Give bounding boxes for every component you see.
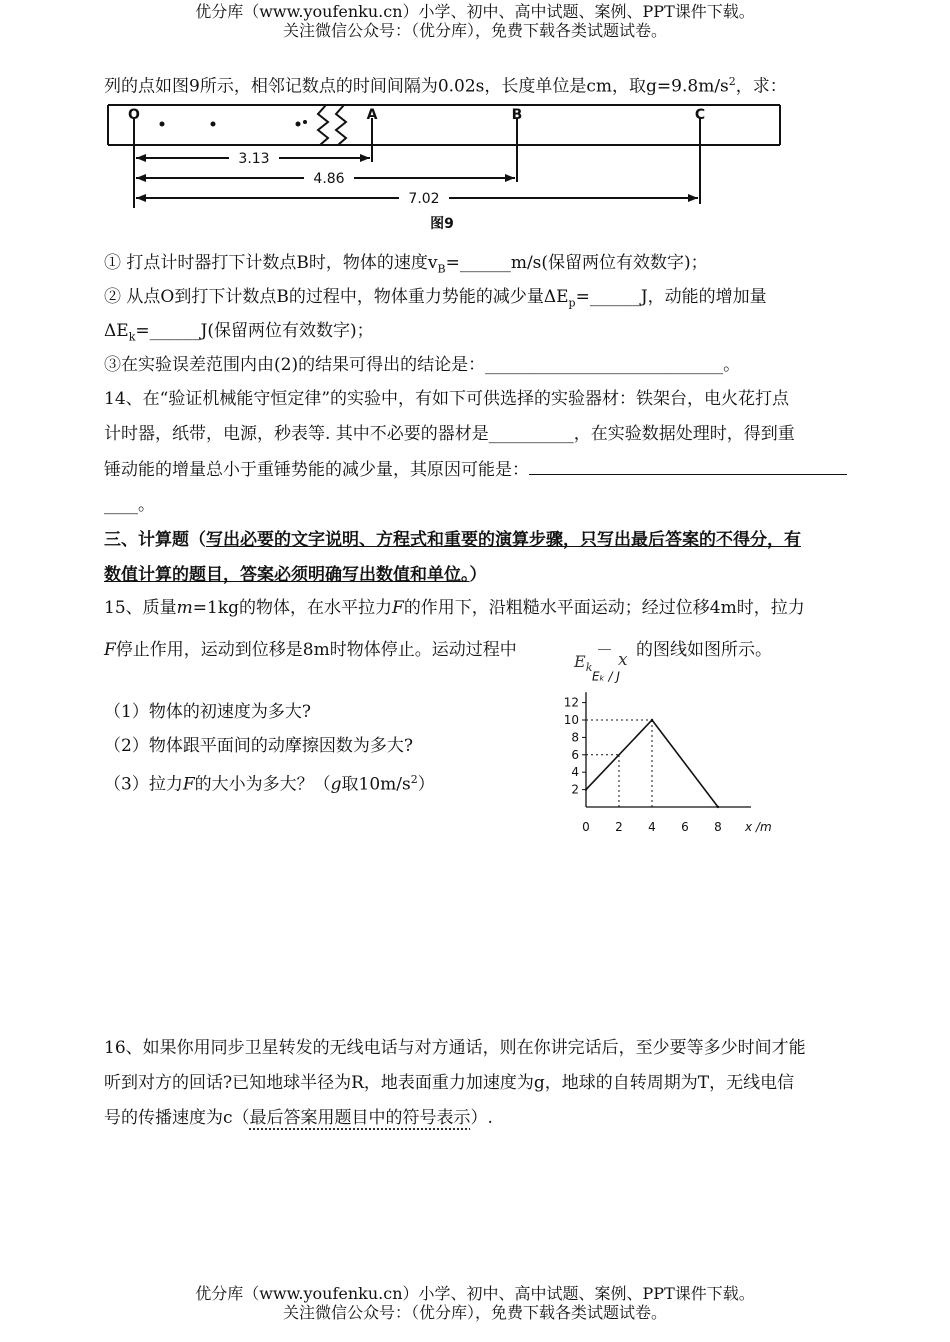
q13-item-2c-rest: =______J(保留两位有效数字)；	[135, 321, 374, 341]
q15-sub-3-c: 取10m/s	[341, 774, 411, 795]
q14-line-4: ____。	[104, 495, 155, 515]
x-tick-label: 2	[615, 820, 623, 834]
q16-line-1: 16、如果你用同步卫星转发的无线电话与对方通话，则在你讲完话后，至少要等多少时间才能	[104, 1038, 806, 1058]
intro-sup: 2	[728, 75, 736, 88]
q16-emphasis: 最后答案用题目中的符号表示	[249, 1108, 471, 1128]
q13-item-1-text: ① 打点计时器打下计数点B时，物体的速度v	[104, 253, 438, 273]
q13-item-1-rest: =______m/s(保留两位有效数字)；	[445, 253, 708, 273]
q13-item-2	[104, 286, 767, 314]
section-3-title	[104, 529, 801, 551]
ek-x-graph	[555, 670, 840, 840]
x-tick-label: 8	[714, 820, 722, 834]
footer-line-1: 优分库（www.youfenku.cn）小学、初中、高中试题、案例、PPT课件下载。	[195, 1284, 755, 1303]
tape-distance-oa: 3.13	[238, 151, 270, 167]
q13-item-2-cont	[104, 320, 374, 348]
x-tick-label: 4	[648, 820, 656, 834]
section-3-heading: 三、计算题（	[104, 530, 206, 550]
q15-sub-3-g: g	[330, 774, 342, 795]
q14-line-3-text: 锤动能的增量总小于重锤势能的减少量，其原因可能是：	[104, 460, 529, 480]
y-tick-label: 6	[571, 747, 579, 762]
q15-force-symbol: F	[392, 598, 404, 618]
intro-main: 列的点如图9所示，相邻记数点的时间间隔为0.02s，长度单位是cm，取g=9.8m/s	[104, 76, 729, 97]
figure-caption: 图9	[430, 216, 454, 232]
tape-dot	[296, 122, 301, 127]
q15-line-2-text: 停止作用，运动到位移是8m时物体停止。运动过程中	[115, 640, 517, 660]
q16-line-3-b: ）.	[470, 1108, 493, 1128]
q15-line-2	[104, 639, 517, 661]
tape-point-c: C	[694, 107, 706, 123]
q15-sub-3-force: F	[182, 774, 195, 795]
tape-dot	[160, 122, 165, 127]
q13-item-2c-sub: k	[128, 330, 136, 344]
q16-line-3-a: 号的传播速度为c（	[104, 1108, 250, 1128]
y-tick-label: 2	[571, 782, 579, 797]
q15-sub-3	[104, 769, 435, 796]
section-3-close: ）	[469, 565, 487, 585]
ek-data-point	[717, 806, 719, 808]
y-tick-label: 12	[563, 695, 579, 710]
tape-point-b: B	[511, 107, 523, 123]
ek-data-point	[585, 788, 587, 790]
x-axis-label: x /m	[745, 820, 772, 834]
q15-sub-2: （2）物体跟平面间的动摩擦因数为多大?	[104, 736, 413, 756]
q14-line-1: 14、在“验证机械能守恒定律”的实验中，有如下可供选择的实验器材：铁架台，电火花打点	[104, 389, 790, 409]
footer-line-2: 关注微信公众号：（优分库），免费下载各类试题试卷。	[282, 1303, 667, 1322]
q13-item-2-rest: =______J，动能的增加量	[575, 287, 767, 307]
q15-mass-symbol: m	[176, 598, 193, 618]
q13-item-2-text: ② 从点O到打下计数点B的过程中，物体重力势能的减少量ΔE	[104, 287, 569, 307]
tape-dot	[303, 120, 307, 124]
tape-distance-ob: 4.86	[313, 171, 345, 187]
q13-item-1	[104, 252, 708, 280]
q15-force-symbol-2: F	[104, 640, 116, 660]
tape-distance-oc: 7.02	[408, 191, 440, 207]
y-tick-label: 4	[571, 765, 579, 780]
y-axis-label: Eₖ / J	[592, 670, 620, 684]
q15-sub-3-sup: 2	[410, 773, 418, 786]
q15-line-1	[104, 597, 805, 619]
y-tick-label: 8	[571, 730, 579, 745]
tape-dot	[211, 122, 216, 127]
ek-data-point	[651, 719, 653, 721]
header-line-2: 关注微信公众号：（优分库），免费下载各类试题试卷。	[282, 21, 667, 40]
q15-text-b: =1kg的物体，在水平拉力	[192, 598, 393, 618]
intro-text	[104, 71, 787, 98]
q15-line-2-end: 的图线如图所示。	[636, 640, 772, 660]
q16-line-3	[104, 1107, 493, 1129]
q15-sub-3-b: 的大小为多大？（	[194, 774, 331, 795]
q13-item-2c-text: ΔE	[104, 321, 129, 341]
section-3-instruction-2: 数值计算的题目，答案必须明确写出数值和单位。	[104, 565, 470, 585]
y-tick-label: 10	[563, 713, 579, 727]
q15-sub-1: （1）物体的初速度为多大?	[104, 702, 311, 722]
ticker-tape-figure	[104, 100, 794, 235]
q14-answer-blank	[529, 458, 847, 475]
q15-sub-3-d: ）	[417, 774, 435, 795]
q15-graph-label-dash: －	[596, 641, 613, 661]
q13-item-2-sub: p	[568, 296, 576, 310]
x-tick-label: 6	[681, 820, 689, 834]
tape-point-o: O	[128, 107, 140, 123]
x-tick-label: 0	[582, 820, 590, 834]
section-3-title-cont	[104, 564, 487, 586]
header-line-1: 优分库（www.youfenku.cn）小学、初中、高中试题、案例、PPT课件下载。	[195, 2, 755, 21]
tape-point-a: A	[366, 107, 378, 123]
q15-text-c: 的作用下，沿粗糙水平面运动；经过位移4m时，拉力	[403, 598, 805, 618]
section-3-instruction-1: 写出必要的文字说明、方程式和重要的演算步骤，只写出最后答案的不得分，有	[206, 530, 801, 550]
q14-line-3	[104, 458, 847, 481]
q15-text-a: 15、质量	[104, 598, 177, 618]
q13-item-3: ③在实验误差范围内由(2)的结果可得出的结论是：____________________________。	[104, 355, 741, 375]
q15-graph-label-e: E	[574, 652, 586, 671]
q15-sub-3-a: （3）拉力	[104, 774, 183, 795]
q13-item-1-sub: B	[437, 262, 446, 276]
q16-line-2: 听到对方的回话?已知地球半径为R，地表面重力加速度为g，地球的自转周期为T，无线电信	[104, 1073, 795, 1093]
q15-graph-label-k: k	[585, 661, 593, 675]
ek-series-line	[586, 720, 718, 807]
q15-graph-label-x: x	[618, 650, 628, 670]
q14-line-2: 计时器，纸带，电源，秒表等. 其中不必要的器材是__________，在实验数据处理时，得到重	[104, 424, 795, 444]
intro-end: ，求：	[735, 76, 787, 97]
